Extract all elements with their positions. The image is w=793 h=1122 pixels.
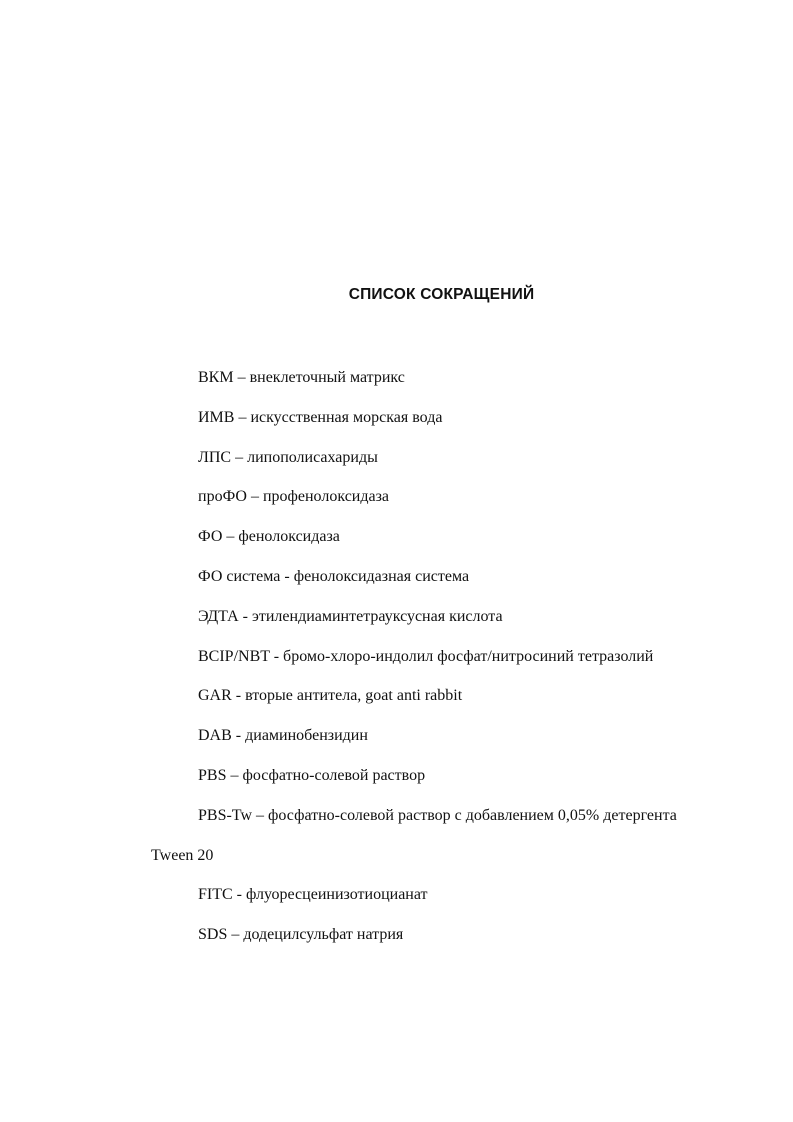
abbreviation-entry (198, 726, 793, 746)
entry-text: ВКМ – внеклеточный матрикс (198, 369, 405, 386)
abbreviation-entry (198, 448, 793, 468)
entry-text: GAR - вторые антитела, goat anti rabbit (198, 687, 463, 705)
abbreviation-entry (198, 527, 793, 547)
entry-text: FITC - флуоресцеинизотиоцианат (198, 886, 428, 904)
entry-text: ФО – фенолоксидаза (198, 528, 340, 546)
abbreviation-list (0, 368, 793, 965)
abbreviation-entry (198, 368, 793, 388)
abbreviation-entry (198, 686, 793, 706)
abbreviation-entry (198, 607, 793, 627)
entry-text-continuation: Tween 20 (151, 846, 214, 864)
entry-text: PBS – фосфатно-солевой раствор (198, 766, 426, 784)
abbreviation-entry (198, 766, 793, 786)
abbreviation-entry (198, 647, 793, 667)
entry-text: ЛПС – липополисахариды (198, 448, 378, 466)
abbreviation-entry (198, 885, 793, 905)
entry-text: PBS-Tw – фосфатно-солевой раствор с добавлением 0,05% детергента (198, 806, 677, 824)
abbreviation-entry (198, 925, 793, 945)
entry-text: ЭДТА - этилендиаминтетрауксусная кислота (198, 607, 503, 625)
abbreviation-entry (198, 487, 793, 507)
entry-text: ФО система - фенолоксидазная система (198, 567, 470, 585)
entry-text: SDS – додецилсульфат натрия (198, 926, 404, 944)
entry-text: ИМВ – искусственная морская вода (198, 408, 443, 426)
abbreviation-entry (198, 408, 793, 428)
entry-text: DAB - диаминобензидин (198, 727, 368, 745)
abbreviation-entry (151, 806, 793, 866)
abbreviation-entry (198, 567, 793, 587)
page-title: СПИСОК СОКРАЩЕНИЙ (348, 286, 535, 303)
entry-text: BCIP/NBT - бромо-хлоро-индолил фосфат/нитросиний тетразолий (198, 647, 654, 665)
entry-text: проФО – профенолоксидаза (198, 488, 390, 506)
